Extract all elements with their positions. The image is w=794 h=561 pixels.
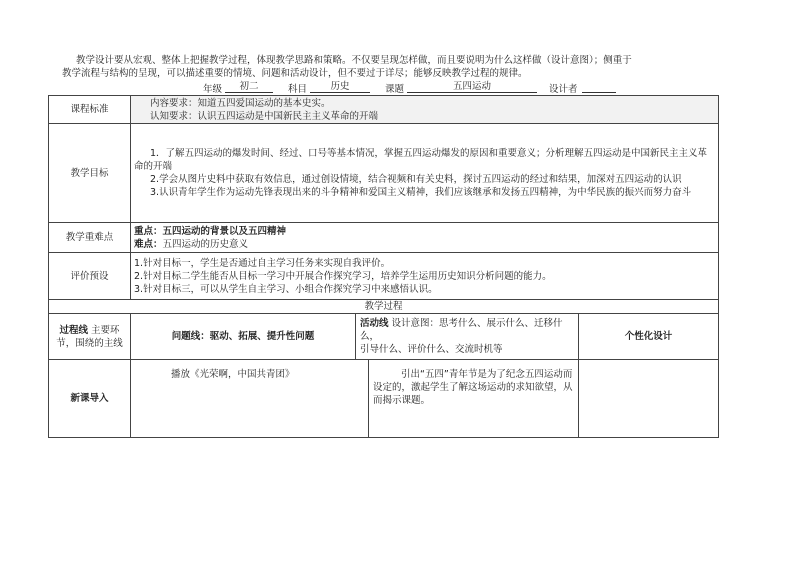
new-lesson-label: 新课导入 xyxy=(49,360,131,438)
topic-value: 五四运动 xyxy=(407,81,537,93)
row-process-title xyxy=(49,300,719,314)
topic-label: 课题 xyxy=(385,84,405,95)
header-process-line: 过程线 主要环节，围绕的主线 xyxy=(49,314,131,360)
key-point: 重点：五四运动的背景以及五四精神 xyxy=(134,225,287,237)
new-lesson-question: 播放《光荣啊，中国共青团》 xyxy=(131,360,369,438)
row-goals xyxy=(49,124,719,223)
row-new-lesson xyxy=(49,360,719,438)
row-process-header xyxy=(49,314,719,360)
standard-line-2: 认知要求：认识五四运动是中国新民主主义革命的开端 xyxy=(150,110,379,122)
intro-text xyxy=(62,55,762,80)
evaluation-item: 3.针对目标三，可以从学生自主学习、小组合作探究学习中来感悟认识。 xyxy=(134,283,438,295)
lesson-plan-table xyxy=(48,95,719,438)
process-title: 教学过程 xyxy=(49,300,719,314)
standard-line-1: 内容要求：知道五四爱国运动的基本史实。 xyxy=(150,97,331,109)
subject-label: 科目 xyxy=(288,84,308,95)
intro-line-2: 教学流程与结构的呈现，可以描述重要的情境、问题和活动设计，但不要过于详尽；能够反映教学过程的规律。 xyxy=(62,67,528,79)
subject-value: 历史 xyxy=(310,81,370,93)
meta-line xyxy=(48,81,718,94)
goal-item: 2.学会从图片史料中获取有效信息，通过创设情境，结合视频和有关史料，探讨五四运动的经过和结果，加深对五四运动的认识 xyxy=(150,174,682,185)
standard-content xyxy=(131,96,719,124)
evaluation-item: 2.针对目标二学生能否从目标一学习中开展合作探究学习，培养学生运用历史知识分析问题的能力。 xyxy=(134,270,552,282)
header-activity-line: 活动线 设计意图：思考什么、展示什么、迁移什么， 引导什么、评价什么、交流时机等 xyxy=(356,314,579,360)
new-lesson-activity: 引出“五四”青年节是为了纪念五四运动而设定的，激起学生了解这场运动的求知欲望，从而揭示课题。 xyxy=(369,360,579,438)
header-question-line: 问题线：驱动、拓展、提升性问题 xyxy=(131,314,356,360)
new-lesson-personal xyxy=(579,360,719,438)
keypoints-content xyxy=(131,223,719,253)
grade-label: 年级 xyxy=(203,84,223,95)
designer-value xyxy=(582,81,616,93)
row-evaluation xyxy=(49,253,719,300)
goals-content xyxy=(131,124,719,223)
difficult-point: 难点：五四运动的历史意义 xyxy=(134,238,249,250)
header-personal-design: 个性化设计 xyxy=(579,314,719,360)
evaluation-content xyxy=(131,253,719,300)
standard-label: 课程标准 xyxy=(49,96,131,124)
goals-label: 教学目标 xyxy=(49,124,131,223)
row-standard xyxy=(49,96,719,124)
evaluation-item: 1.针对目标一，学生是否通过自主学习任务来实现自我评价。 xyxy=(134,257,391,269)
row-keypoints xyxy=(49,223,719,253)
goal-item: 1．了解五四运动的爆发时间、经过、口号等基本情况，掌握五四运动爆发的原因和重要意义；分析理解五四运动是中国新民主主义革命的开端 xyxy=(134,148,708,172)
goal-item: 3.认识青年学生作为运动先锋表现出来的斗争精神和爱国主义精神，我们应该继承和发扬五四精神，为中华民族的振兴而努力奋斗 xyxy=(150,187,692,198)
intro-line-1: 教学设计要从宏观、整体上把握教学过程，体现教学思路和策略。不仅要呈现怎样做，而且要说明为什么这样做（设计意图）；侧重于 xyxy=(76,55,632,66)
designer-label: 设计者 xyxy=(549,84,578,95)
keypoints-label: 教学重难点 xyxy=(49,223,131,253)
grade-value: 初二 xyxy=(225,81,273,93)
evaluation-label: 评价预设 xyxy=(49,253,131,300)
